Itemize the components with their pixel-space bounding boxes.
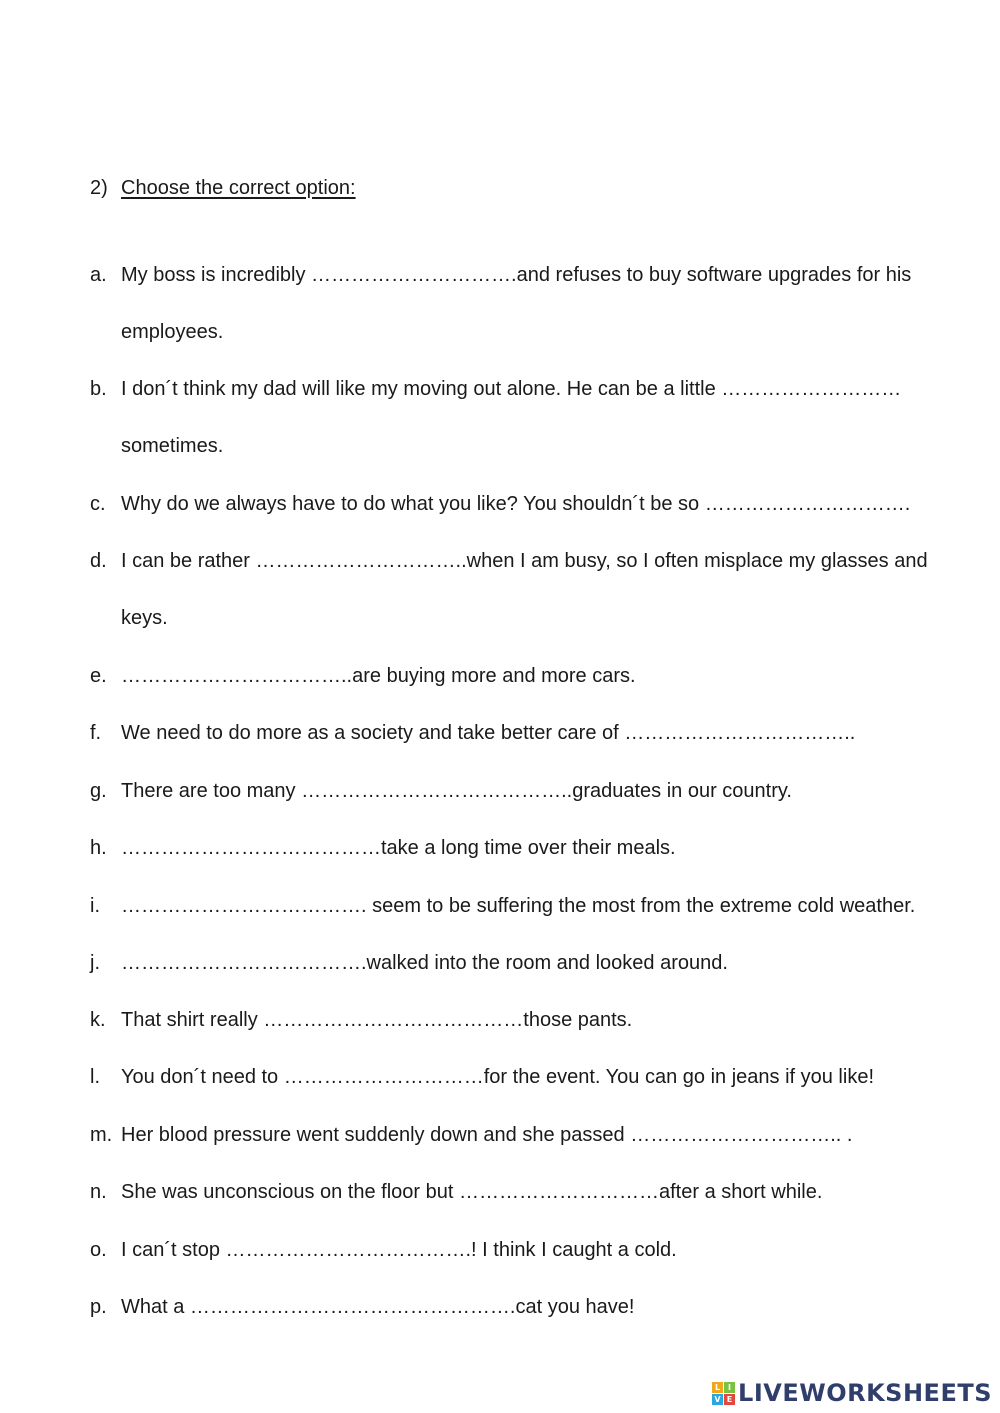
brand-wordmark: LIVEWORKSHEETS bbox=[738, 1379, 992, 1407]
question-text-continuation: keys. bbox=[121, 607, 168, 629]
question-text: She was unconscious on the floor but …………………………after a short while. bbox=[121, 1181, 823, 1203]
exercise-heading bbox=[90, 175, 356, 201]
question-text: There are too many …………………………………..graduates in our country. bbox=[121, 780, 792, 802]
question-letter: o. bbox=[90, 1239, 107, 1261]
question-text: ……………………………….walked into the room and looked around. bbox=[121, 952, 728, 974]
question-letter: f. bbox=[90, 722, 102, 744]
question-text: You don´t need to …………………………for the event. You can go in jeans if you like! bbox=[121, 1066, 874, 1088]
question-letter: h. bbox=[90, 837, 107, 859]
exercise-number: 2) bbox=[90, 177, 108, 199]
question-text: Her blood pressure went suddenly down and she passed ………………………….. . bbox=[121, 1124, 853, 1146]
question-text: My boss is incredibly ………………………….and refuses to buy software upgrades for his bbox=[121, 264, 912, 286]
question-text-continuation: employees. bbox=[121, 321, 224, 343]
question-letter: a. bbox=[90, 264, 107, 286]
logo-tile: E bbox=[724, 1394, 735, 1405]
question-text: What a ………………………………………….cat you have! bbox=[121, 1296, 635, 1318]
question-letter: d. bbox=[90, 550, 107, 572]
logo-tile: V bbox=[712, 1394, 723, 1405]
question-text: That shirt really …………………………………those pants. bbox=[121, 1009, 633, 1031]
logo-tile: L bbox=[712, 1382, 723, 1393]
question-text: ……………………………..are buying more and more cars. bbox=[121, 665, 636, 687]
question-letter: c. bbox=[90, 493, 106, 515]
question-letter: g. bbox=[90, 780, 107, 802]
question-letter: p. bbox=[90, 1296, 107, 1318]
question-text: Why do we always have to do what you like? You shouldn´t be so …………………………. bbox=[121, 493, 911, 515]
liveworksheets-brand bbox=[712, 1378, 992, 1408]
question-text: I can´t stop ……………………………….! I think I caught a cold. bbox=[121, 1239, 677, 1261]
question-letter: m. bbox=[90, 1124, 113, 1146]
exercise-title: Choose the correct option: bbox=[121, 177, 356, 199]
question-letter: e. bbox=[90, 665, 107, 687]
question-text-continuation: sometimes. bbox=[121, 435, 224, 457]
question-text: ………………………………. seem to be suffering the most from the extreme cold weather. bbox=[121, 895, 916, 917]
question-letter: k. bbox=[90, 1009, 106, 1031]
question-letter: l. bbox=[90, 1066, 100, 1088]
question-letter: j. bbox=[90, 952, 100, 974]
question-text: I can be rather …………………………..when I am busy, so I often misplace my glasses and bbox=[121, 550, 928, 572]
question-letter: n. bbox=[90, 1181, 107, 1203]
question-text: …………………………………take a long time over their meals. bbox=[121, 837, 676, 859]
question-letter: i. bbox=[90, 895, 100, 917]
liveworksheets-logo-icon bbox=[712, 1382, 735, 1405]
question-text: We need to do more as a society and take better care of …………………………….. bbox=[121, 722, 856, 744]
question-letter: b. bbox=[90, 378, 107, 400]
logo-tile: I bbox=[724, 1382, 735, 1393]
question-text: I don´t think my dad will like my moving out alone. He can be a little ……………………… bbox=[121, 378, 902, 400]
